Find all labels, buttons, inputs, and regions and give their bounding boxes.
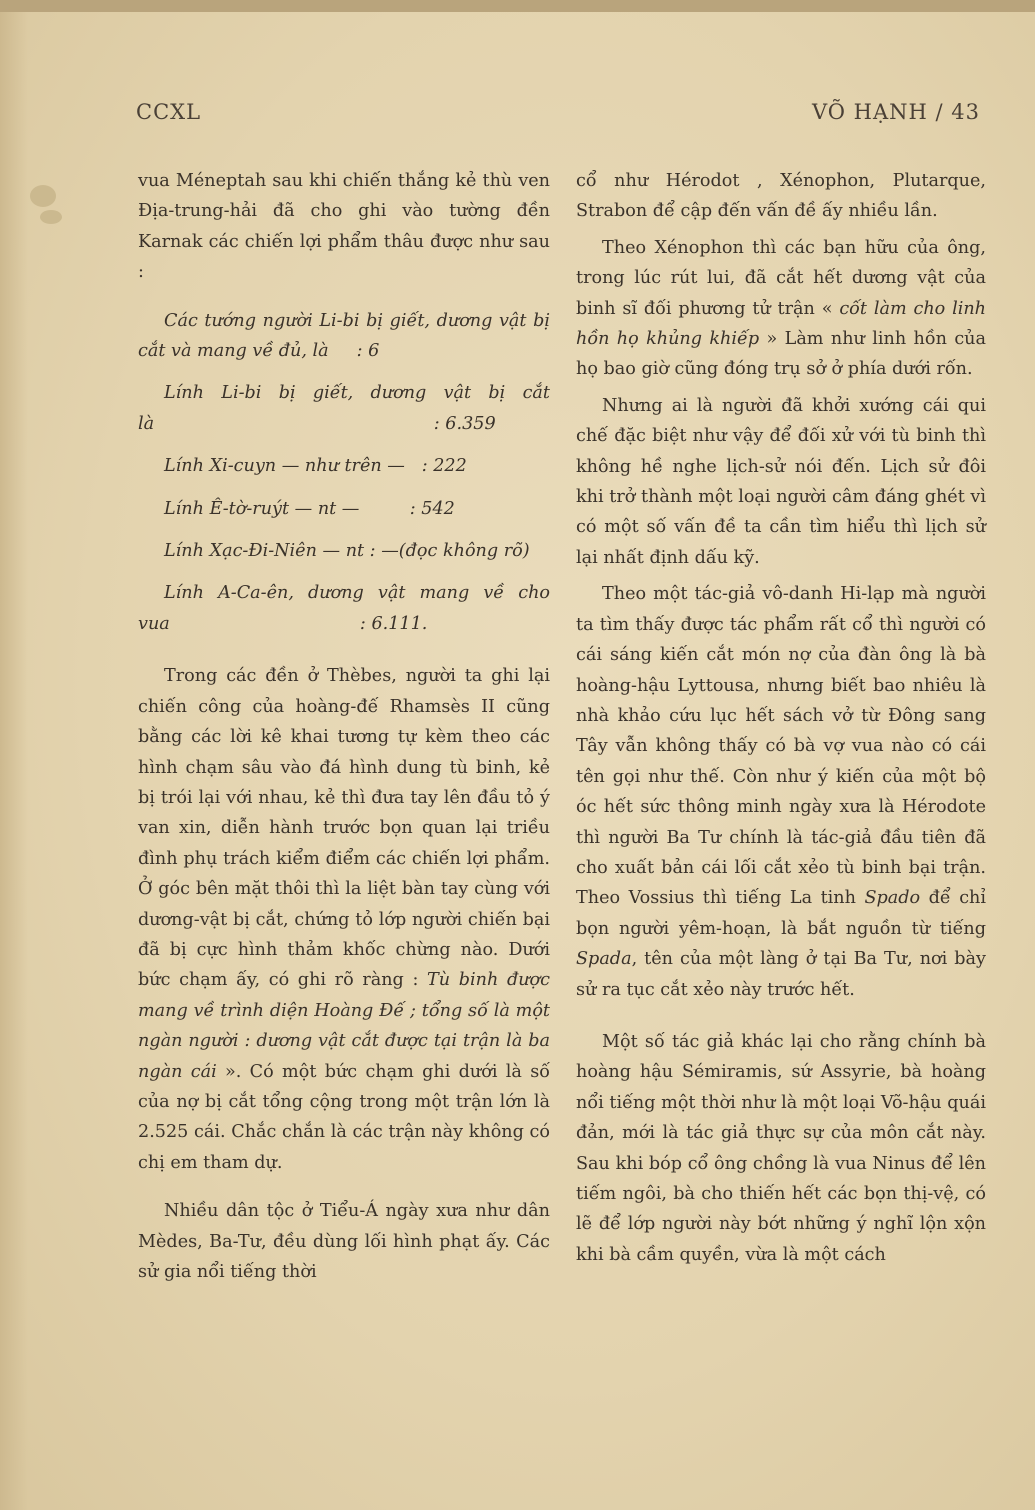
list-item-label: Lính Ê-tờ-ruýt — nt — (164, 498, 360, 519)
list-item-value: : 6.359 (433, 413, 496, 434)
paragraph-text: Theo Xénophon thì các bạn hữu của ông, trong lúc rút lui, đã cắt hết dương vật của binh sĩ đối phương tử trận « (576, 237, 986, 319)
latin-term: Spado (864, 888, 921, 909)
list-item-value: : 542 (409, 498, 455, 519)
quotation: Tù binh được mang về trình diện Hoàng Đế ; tổng số là một ngàn người : dương vật cắt được tại trận là ba ngàn cái (138, 970, 550, 1082)
paragraph: Nhiều dân tộc ở Tiểu-Á ngày xưa như dân Mèdes, Ba-Tư, đều dùng lối hình phạt ấy. Các sử gia nổi tiếng thời (138, 1201, 550, 1282)
list-item-label: Lính Xi-cuyn — như trên — (164, 456, 405, 477)
list-item (138, 378, 550, 439)
running-header-left: CCXL (136, 100, 202, 124)
page-top-edge (0, 0, 1035, 12)
list-item: Lính Xạc-Đi-Niên — nt : —(đọc không rõ) (164, 541, 530, 562)
paragraph: cổ như Hérodot , Xénophon, Plutarque, Strabon để cập đến vấn đề ấy nhiều lần. (576, 171, 986, 222)
quotation: cốt làm cho linh hồn họ khủng khiếp (576, 298, 987, 350)
paragraph: Một số tác giả khác lại cho rằng chính bà hoàng hậu Sémiramis, sứ Assyrie, bà hoàng nổi tiếng một thời như là một loại Võ-hậu quái đản, mới là tác giả thực sự của môn cắt này. Sau khi bóp cổ ông chồng là vua Ninus để lên tiếm ngôi, bà cho thiến hết các bọn thị-vệ, có lẽ để lớp người này bớt những ý nghĩ lộn xộn khi bà cầm quyền, vừa là một cách (576, 1031, 986, 1265)
list-item-value: : 6.111. (359, 613, 428, 634)
list-item-label: Các tướng người Li-bi bị giết, dương vật bị cắt và mang về đủ, là (138, 310, 550, 362)
list-item-label: Lính A-Ca-ên, dương vật mang về cho vua (138, 583, 550, 634)
list-item-value: : 222 (421, 456, 467, 477)
list-item (138, 451, 550, 481)
list-item (138, 578, 550, 639)
paragraph-text: , tên của một làng ở tại Ba Tư, nơi bày sử ra tục cắt xẻo này trước hết. (576, 949, 986, 1000)
running-header-right: VÕ HẠNH / 43 (811, 100, 980, 124)
list-item (138, 306, 550, 367)
paragraph-text: » Làm như linh hồn của họ bao giờ cũng đóng trụ sở ở phía dưới rốn. (576, 329, 987, 380)
list-item-value: : 6 (356, 341, 380, 362)
paragraph-text: Trong các đền ở Thèbes, người ta ghi lại chiến công của hoàng-đế Rhamsès II cũng bằng các lời kê khai tương tự kèm theo các hình chạm sâu vào đá hình dung tù binh, kẻ bị trói lại với nhau, kẻ thì đưa tay lên đầu tỏ ý van xin, diễn hành trước bọn quan lại triều đình phụ trách kiểm điểm các chiến lợi phẩm. Ở góc bên mặt thôi thì la liệt bàn tay cùng với dương-vật bị cắt, chứng tỏ lớp người chiến bại đã bị cực hình thảm khốc chừng nào. Dưới bức chạm ấy, có ghi rõ ràng : (138, 666, 550, 991)
list-item (138, 494, 550, 524)
paragraph-text: để chỉ bọn người yêm-hoạn, là bắt nguồn từ tiếng (576, 888, 987, 939)
list-item-label: Lính Li-bi bị giết, dương vật bị cắt là (138, 383, 550, 434)
paragraph: Nhưng ai là người đã khởi xướng cái qui chế đặc biệt như vậy để đối xử với tù binh thì không hề nghe lịch-sử nói đến. Lịch sử đôi khi trở thành một loại người câm đáng ghét vì có một số vấn đề ta cần tìm hiểu thì lịch sử lại nhất định dấu kỹ. (576, 395, 986, 568)
paragraph (138, 661, 550, 1178)
right-column (576, 166, 986, 1270)
paragraph (576, 233, 986, 385)
paragraph (576, 579, 986, 1005)
paper-stain (30, 185, 56, 207)
paragraph: vua Méneptah sau khi chiến thắng kẻ thù ven Địa-trung-hải đã cho ghi vào tường đền Karnak các chiến lợi phẩm thâu được như sau : (138, 171, 550, 283)
page-left-edge (0, 12, 28, 1510)
paragraph-text: ». Có một bức chạm ghi dưới là số của nợ bị cắt tổng cộng trong một trận lớn là 2.525 cái. Chắc chắn là các trận này không có chị em tham dự. (138, 1061, 550, 1173)
latin-term: Spada (576, 949, 632, 970)
paper-stain (40, 210, 62, 224)
paragraph-text: Theo một tác-giả vô-danh Hi-lạp mà người ta tìm thấy được tác phẩm rất cổ thì người có cái sáng kiến cắt món nợ của đàn ông là bà hoàng-hậu Lyttousa, nhưng biết bao nhiêu là nhà khảo cứu lục hết sách vở từ Đông sang Tây vẫn không thấy có bà vợ vua nào có cái tên gọi như thế. Còn như ý kiến của một bộ óc hết sức thông minh ngày xưa là Hérodote thì người Ba Tư chính là tác-giả đầu tiên đã cho xuất bản cái lối cắt xẻo tù binh bại trận. Theo Vossius thì tiếng La tinh (576, 584, 986, 909)
left-column (138, 166, 550, 1287)
casualty-list (138, 306, 550, 640)
